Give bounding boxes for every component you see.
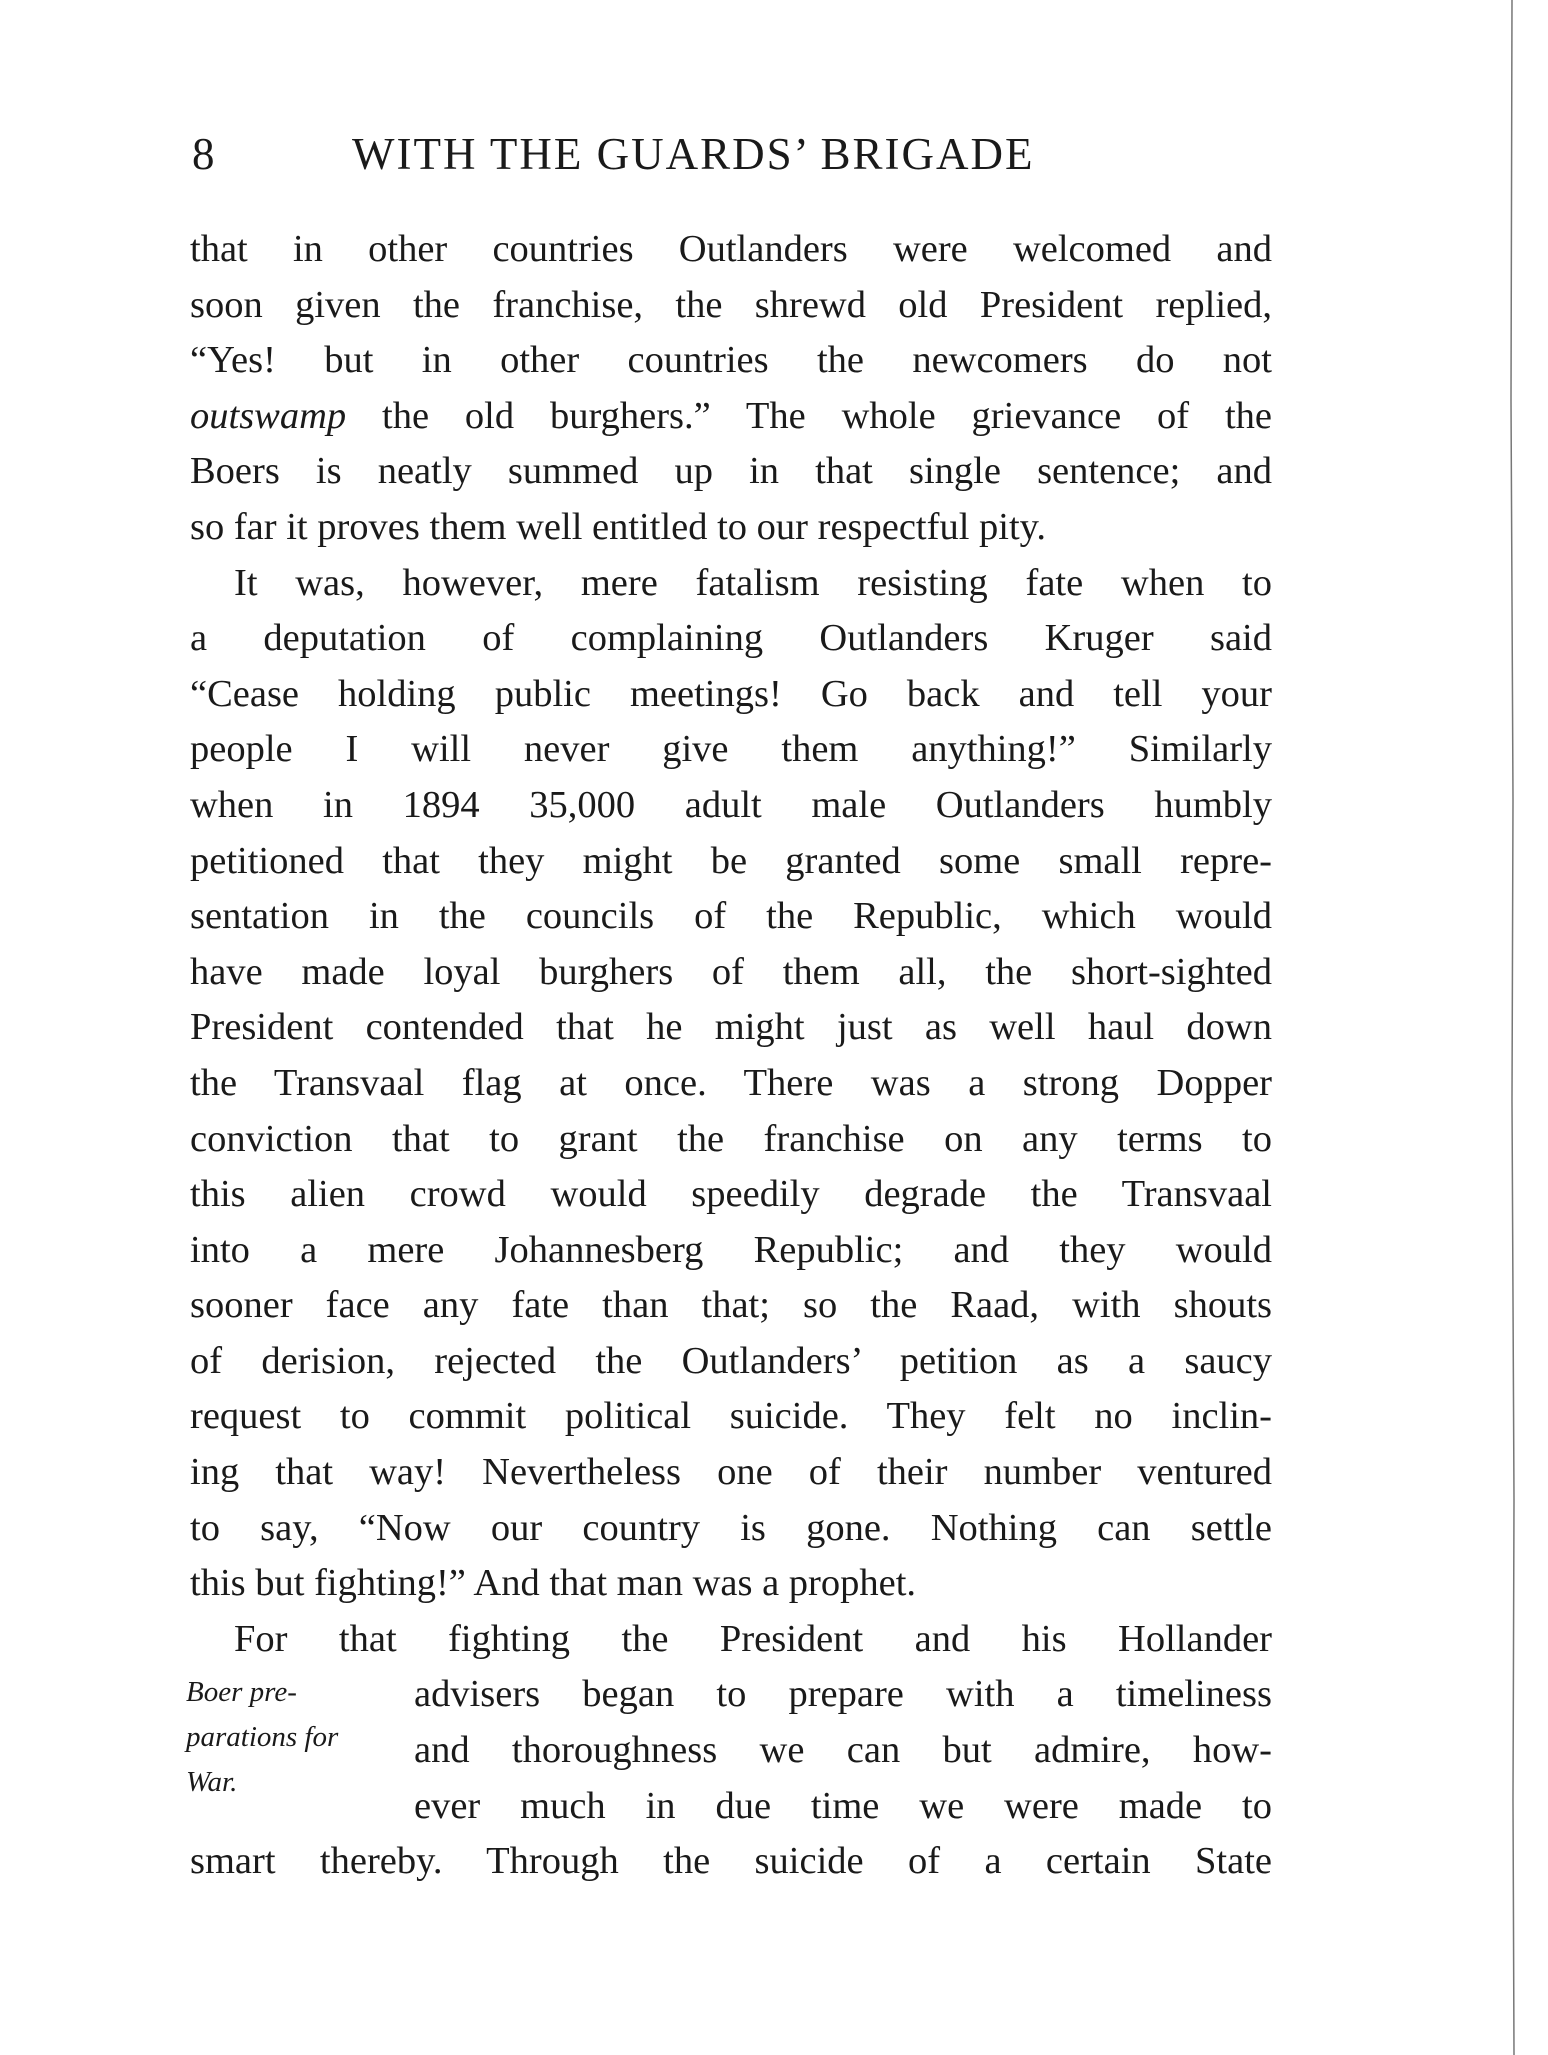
text-line: petitioned that they might be granted some small repre-: [190, 839, 1272, 882]
text-line: so far it proves them well entitled to our respectful pity.: [190, 505, 1047, 548]
text-line: conviction that to grant the franchise on any terms to: [190, 1117, 1272, 1160]
text-line: “Cease holding public meetings! Go back and tell your: [190, 672, 1272, 715]
text-line: people I will never give them anything!” Similarly: [190, 728, 1272, 771]
running-title: WITH THE GUARDS’ BRIGADE: [352, 129, 1035, 179]
body-text: [190, 222, 1272, 1890]
running-head: [192, 128, 1112, 188]
sidenote-line: parations for: [186, 1721, 339, 1753]
text-line: “Yes! but in other countries the newcomers do not: [190, 339, 1272, 382]
text-line: request to commit political suicide. They felt no inclin-: [190, 1395, 1272, 1438]
text-line: when in 1894 35,000 adult male Outlanders humbly: [190, 783, 1272, 826]
text-line: [190, 389, 1272, 445]
text-line: sooner face any fate than that; so the Raad, with shouts: [190, 1284, 1272, 1327]
text-line: For that fighting the President and his Hollander: [234, 1617, 1272, 1660]
text-line: ing that way! Nevertheless one of their number ventured: [190, 1451, 1272, 1494]
text-line: this but fighting!” And that man was a prophet.: [190, 1562, 917, 1605]
text-line: have made loyal burghers of them all, the short-sighted: [190, 950, 1272, 993]
text-line: smart thereby. Through the suicide of a certain State: [190, 1840, 1272, 1883]
text-line: that in other countries Outlanders were welcomed and: [190, 228, 1272, 270]
text-line: sentation in the councils of the Republic, which would: [190, 895, 1272, 938]
sidenote-line: Boer pre-: [186, 1676, 297, 1708]
page-edge-line: [1478, 0, 1548, 2055]
text-line: a deputation of complaining Outlanders Kruger said: [190, 617, 1272, 660]
text-line: and thoroughness we can but admire, how-: [414, 1729, 1272, 1772]
italic-word: outswamp: [190, 394, 347, 437]
text-line: the Transvaal flag at once. There was a strong Dopper: [190, 1061, 1272, 1104]
text-line: ever much in due time we were made to: [414, 1784, 1272, 1827]
text-line: of derision, rejected the Outlanders’ petition as a saucy: [190, 1339, 1272, 1382]
sidenote-line: War.: [186, 1766, 238, 1798]
text-line: to say, “Now our country is gone. Nothing can settle: [190, 1506, 1272, 1549]
text-line: this alien crowd would speedily degrade the Transvaal: [190, 1173, 1272, 1216]
text-line: It was, however, mere fatalism resisting fate when to: [234, 561, 1272, 604]
text-line: into a mere Johannesberg Republic; and they would: [190, 1228, 1272, 1271]
text-fragment: the old burghers.” The whole grievance of the: [346, 394, 1272, 437]
margin-sidenote: [186, 1670, 406, 1805]
text-line: President contended that he might just as well haul down: [190, 1006, 1272, 1049]
text-line: soon given the franchise, the shrewd old President replied,: [190, 283, 1272, 326]
page-number: 8: [192, 129, 216, 179]
text-line: Boers is neatly summed up in that single sentence; and: [190, 450, 1272, 493]
text-line: advisers began to prepare with a timeliness: [414, 1673, 1272, 1716]
